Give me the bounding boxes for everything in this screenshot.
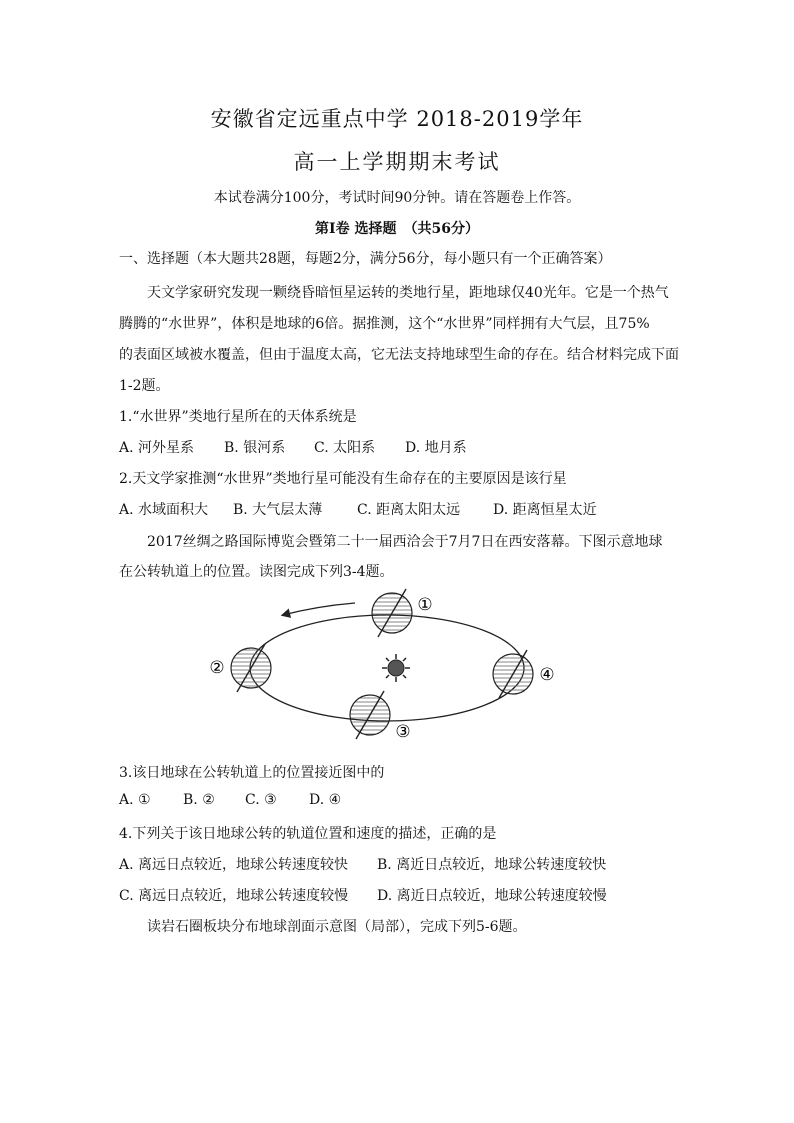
earth-position-2 [231, 644, 271, 692]
question-1-option-d: D. 地月系 [405, 440, 467, 456]
passage1-line3: 的表面区域被水覆盖，但由于温度太高，它无法支持地球型生命的存在。结合材料完成下面 [119, 347, 679, 363]
passage1-line4: 1-2题。 [119, 378, 170, 394]
question-3-option-d: D. ④ [309, 792, 342, 808]
label-text-2: ② [209, 658, 225, 678]
earth-position-4 [493, 650, 533, 698]
question-4-option-d: D. 离近日点较近，地球公转速度较慢 [377, 888, 607, 904]
question-2-option-b: B. 大气层太薄 [233, 502, 323, 518]
question-3-option-b: B. ② [183, 792, 215, 808]
orbit-direction-arrow [283, 603, 355, 615]
question-4-option-c: C. 离远日点较近，地球公转速度较慢 [119, 888, 349, 904]
label-position-2 [209, 658, 225, 678]
exam-subtitle: 高一上学期期末考试 [293, 150, 501, 174]
label-position-4 [539, 665, 555, 685]
question-1-option-b: B. 银河系 [224, 440, 286, 456]
question-1-option-c: C. 太阳系 [314, 440, 376, 456]
label-position-3 [395, 722, 411, 742]
label-text-1: ① [417, 595, 433, 615]
label-text-4: ④ [539, 665, 555, 685]
question-2-option-c: C. 距离太阳太远 [357, 502, 461, 518]
question-3-option-c: C. ③ [245, 792, 277, 808]
passage1-line1: 天文学家研究发现一颗绕昏暗恒星运转的类地行星，距地球仅40光年。它是一个热气 [147, 285, 669, 301]
question-4-option-a: A. 离远日点较近，地球公转速度较快 [119, 857, 349, 873]
question-4-stem: 4.下列关于该日地球公转的轨道位置和速度的描述，正确的是 [119, 826, 497, 842]
question-3-option-a: A. ① [119, 792, 151, 808]
label-text-3: ③ [395, 722, 411, 742]
exam-note: 本试卷满分100分，考试时间90分钟。请在答题卷上作答。 [213, 190, 581, 206]
question-1-stem: 1.“水世界”类地行星所在的天体系统是 [119, 409, 357, 425]
earth-position-3 [350, 691, 390, 739]
earth-orbit-diagram [0, 588, 794, 748]
question-2-option-d: D. 距离恒星太近 [493, 502, 597, 518]
question-2-option-a: A. 水域面积大 [119, 502, 209, 518]
passage3-line1: 读岩石圈板块分布地球剖面示意图（局部），完成下列5-6题。 [147, 919, 527, 935]
question-4-option-b: B. 离近日点较近，地球公转速度较快 [377, 857, 607, 873]
question-1-option-a: A. 河外星系 [119, 440, 195, 456]
passage1-line2: 腾腾的“水世界”，体积是地球的6倍。据推测，这个“水世界”同样拥有大气层，且75% [119, 316, 650, 332]
passage2-line2: 在公转轨道上的位置。读图完成下列3-4题。 [119, 564, 394, 580]
part-title: 第Ⅰ卷 选择题 （共56分） [315, 221, 479, 237]
label-position-1 [417, 595, 433, 615]
question-2-stem: 2.天文学家推测“水世界”类地行星可能没有生命存在的主要原因是该行星 [119, 471, 567, 487]
exam-title: 安徽省定远重点中学 2018-2019学年 [210, 107, 584, 131]
earth-position-1 [372, 589, 412, 637]
question-3-stem: 3.该日地球在公转轨道上的位置接近图中的 [119, 765, 385, 781]
passage2-line1: 2017丝绸之路国际博览会暨第二十一届西洽会于7月7日在西安落幕。下图示意地球 [147, 534, 663, 550]
section-instruction: 一、选择题（本大题共28题，每题2分，满分56分，每小题只有一个正确答案） [119, 251, 612, 267]
sun-icon [382, 654, 410, 682]
